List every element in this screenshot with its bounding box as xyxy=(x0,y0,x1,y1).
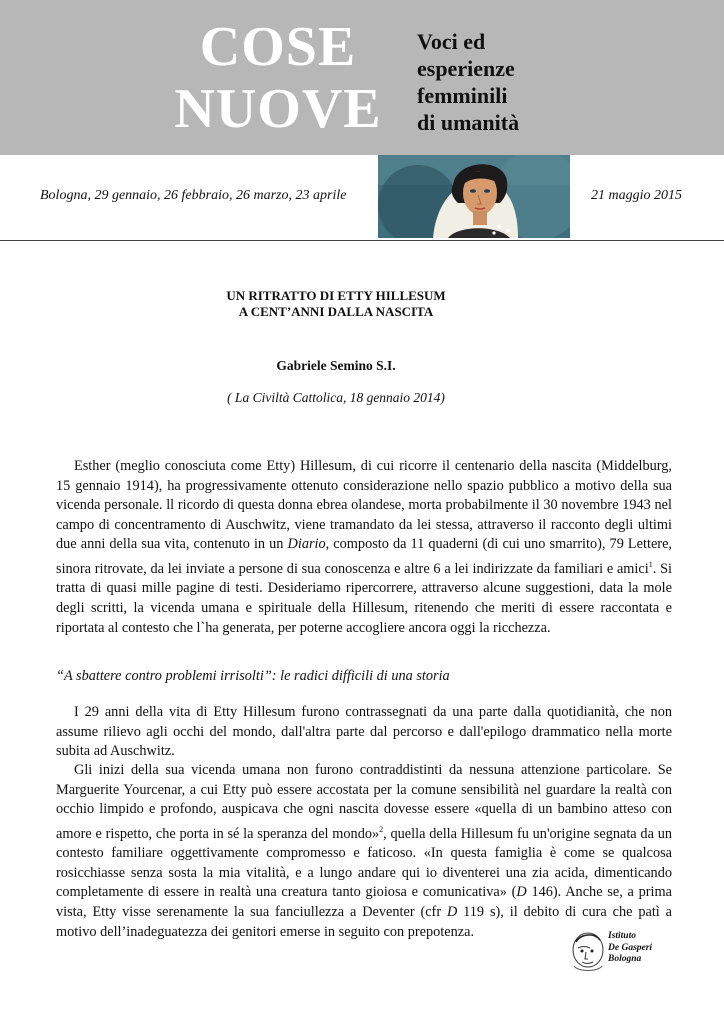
article-author: Gabriele Semino S.I. xyxy=(276,358,396,373)
text-run: , quella della Hillesum fu un'origine segnata da un contesto familiare oggettivamente compromesso e faticoso. «In questa famiglia è come se qualcosa rosicchiasse senza sosta la mia vitalità, e a lungo andare qui io diventerei una zia acida, dimenticando completamente di essere in realtà una creatura tanto gioiosa e comunicativa» ( xyxy=(56,825,672,901)
article-source: ( La Civiltà Cattolica, 18 gennaio 2014) xyxy=(227,390,445,405)
article-title-line1: UN RITRATTO DI ETTY HILLESUM xyxy=(226,288,446,303)
text-run-italic: Diario xyxy=(287,536,326,553)
header-dates-row xyxy=(0,188,724,214)
footnote-ref[interactable]: 1 xyxy=(648,559,653,569)
footnote-ref[interactable]: 2 xyxy=(379,824,384,834)
tagline-line: esperienze xyxy=(417,56,515,81)
article-title xyxy=(160,288,512,320)
paragraph-intro xyxy=(56,457,672,638)
masthead-title-line2: NUOVE xyxy=(174,78,382,140)
text-run: 119 s), il debito di cura che patì a motivo dell’inadeguatezza dei genitori emerse in seguito con prepotenza. xyxy=(56,903,672,940)
text-run: 146). Anche se, a prima vista, Etty visse serenamente la sua fanciullezza a Deventer (cfr xyxy=(56,884,672,920)
tagline-line: Voci ed xyxy=(417,29,486,54)
tagline-line: di umanità xyxy=(417,110,520,135)
text-run-italic: D xyxy=(446,903,458,920)
text-run: Esther (meglio conosciuta come Etty) Hillesum, di cui ricorre il centenario della nascita (Middelburg, 15 gennaio 1914), ha progressivamente ottenuto considerazione nello spazio pubblico a motivo della sua vicenda personale. ll ricordo di questa donna ebrea olandese, morta probabilmente il 30 novembre 1943 nel campo di concentramento di Auschwitz, viene tramandato da lei stessa, attraverso il racconto degli ultimi due anni della sua vita, contenuto in un xyxy=(56,458,672,553)
logo-line: Istituto xyxy=(608,931,636,941)
event-date: 21 maggio 2015 xyxy=(591,188,682,203)
masthead-title-line1: COSE xyxy=(199,16,357,78)
text-run: , composto da 11 quaderni (di cui uno smarrito), 79 Lettere, sinora ritrovate, da lei inviate a persone di sua conoscenza e altre 6 a lei indirizzate da familiari e amici xyxy=(56,536,672,577)
masthead-tagline xyxy=(417,28,617,136)
event-dates: Bologna, 29 gennaio, 26 febbraio, 26 marzo, 23 aprile xyxy=(40,188,347,203)
section-heading: “A sbattere contro problemi irrisolti”: le radici difficili di una storia xyxy=(56,668,450,684)
logo-line: Bologna xyxy=(608,954,642,964)
text-run: . Si tratta di quasi mille pagine di testi. Desideriamo ripercorrere, attraverso alcune suggestioni, data la mole degli scritti, la vicenda umana e spirituale della Hillesum, ritenendo che meriti di essere raccontata e riportata al contesto che l`ha generata, per poterne accogliere ancora oggi la ricchezza. xyxy=(56,560,672,636)
portrait-sketch-icon xyxy=(568,928,608,973)
logo-text xyxy=(608,931,652,966)
masthead-banner xyxy=(0,0,724,155)
text-run: Gli inizi della sua vicenda umana non furono contraddistinti da nessuna attenzione particolare. Se Marguerite Yourcenar, a cui Etty può essere accostata per la comune sensibilità nel guardare la realtà con occhio limpido e profondo, auspicava che ogni nascita dovesse essere «quella di un bambino atteso con amore e rispetto, che porta in sé la speranza del mondo» xyxy=(56,762,672,842)
paragraph xyxy=(56,761,672,942)
article-title-line2: A CENT’ANNI DALLA NASCITA xyxy=(238,304,434,319)
paragraph: I 29 anni della vita di Etty Hillesum furono contrassegnati da una parte dalla quotidianità, che non assume rilievo agli occhi del mondo, dall'altra parte dal percorso e dall'epilogo drammatico nella morte subita ad Auschwitz. xyxy=(56,704,672,760)
institute-logo xyxy=(568,928,678,973)
logo-line: De Gasperi xyxy=(608,942,653,953)
masthead-title xyxy=(153,16,403,140)
header-divider xyxy=(0,240,724,241)
text-run-italic: D xyxy=(516,884,527,901)
tagline-line: femminili xyxy=(417,83,508,108)
